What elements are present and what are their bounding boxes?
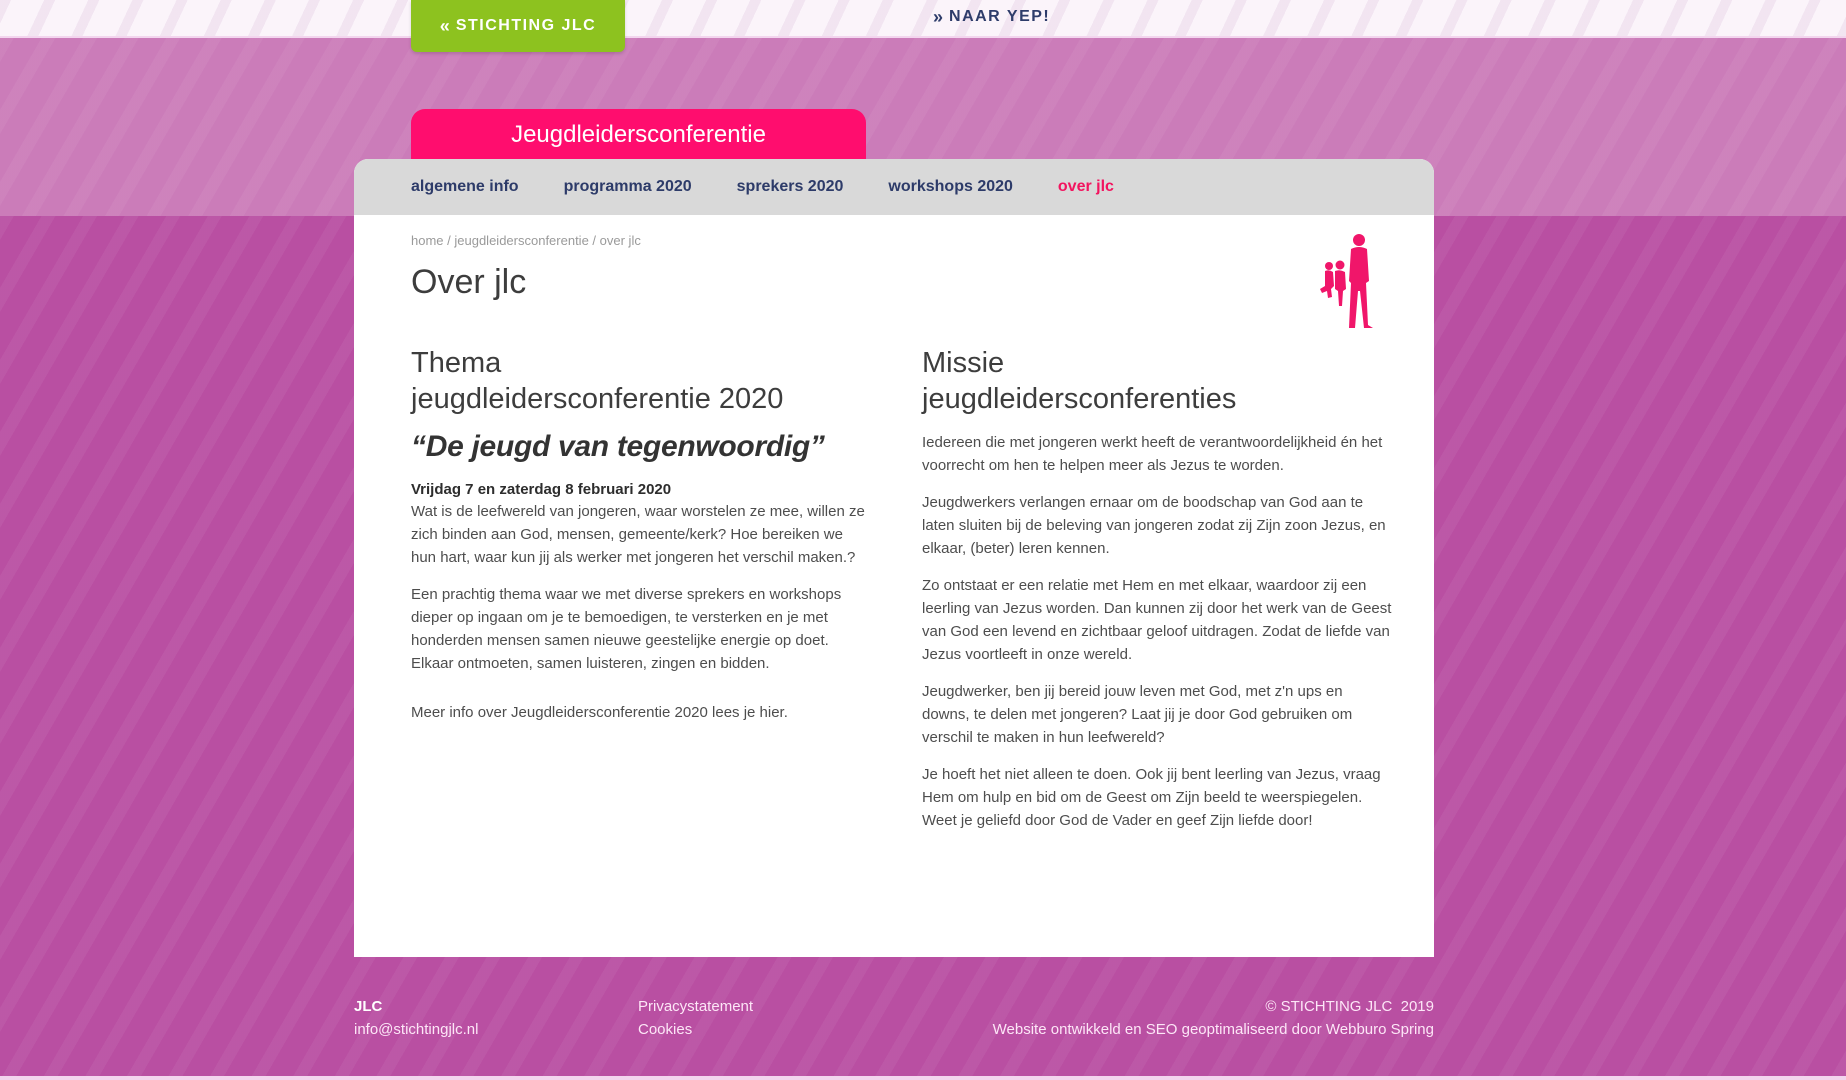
mission-paragraph: Jeugdwerkers verlangen ernaar om de boodschap van God aan te laten sluiten bij de beleving van jongeren zodat zij Zijn zoon Jezus, en elkaar, (beter) leren kennen. bbox=[922, 494, 1386, 557]
breadcrumb-jeugdleidersconferentie[interactable]: jeugdleidersconferentie bbox=[454, 233, 589, 248]
mission-title-line1: Missie bbox=[922, 347, 1005, 379]
mission-title-line2: jeugdleidersconferenties bbox=[922, 383, 1237, 415]
nav-item-programma-2020[interactable]: programma 2020 bbox=[563, 178, 692, 195]
mission-paragraph: Iedereen die met jongeren werkt heeft de verantwoordelijkheid én het voorrecht om hen te helpen meer als Jezus te worden. bbox=[922, 434, 1383, 474]
bottom-border bbox=[0, 1076, 1846, 1080]
footer-credit-link[interactable]: Website ontwikkeld en SEO geoptimaliseerd door Webburo Spring bbox=[992, 1021, 1434, 1038]
footer-privacy-link[interactable]: Privacystatement bbox=[638, 998, 754, 1015]
mission-paragraph: Je hoeft het niet alleen te doen. Ook jij bent leerling van Jezus, vraag Hem om hulp en bid om de Geest om Zijn beeld te weerspiegelen. Weet je geliefd door God de Vader en geef Zijn liefde door! bbox=[922, 766, 1381, 829]
theme-title bbox=[411, 345, 871, 417]
footer-copyright: © STICHTING JLC 2019 bbox=[1265, 998, 1434, 1015]
mission-paragraph: Jeugdwerker, ben jij bereid jouw leven met God, met z'n ups en downs, te delen met jongeren? Laat jij je door God gebruiken om verschil te maken in hun leefwereld? bbox=[922, 683, 1353, 746]
nav-item-over-jlc[interactable]: over jlc bbox=[1057, 178, 1114, 195]
breadcrumb bbox=[411, 233, 641, 248]
stichting-jlc-button[interactable] bbox=[411, 0, 625, 52]
event-date: Vrijdag 7 en zaterdag 8 februari 2020 bbox=[411, 481, 672, 498]
naar-yep-label: NAAR YEP! bbox=[949, 8, 1051, 25]
mission-title bbox=[922, 345, 1392, 417]
footer-brand: JLC bbox=[354, 998, 383, 1015]
content-card bbox=[354, 159, 1434, 957]
breadcrumb-home[interactable]: home bbox=[411, 233, 444, 248]
footer bbox=[354, 995, 1434, 1045]
double-chevron-left-icon: « bbox=[439, 15, 448, 36]
double-chevron-right-icon: » bbox=[933, 6, 942, 27]
naar-yep-link[interactable] bbox=[933, 6, 1050, 28]
main-nav bbox=[354, 159, 1434, 215]
mission-paragraph: Zo ontstaat er een relatie met Hem en met elkaar, waardoor zij een leerling van Jezus worden. Dan kunnen zij door het werk van de Geest van God een levend en zichtbaar geloof uitdragen. Zodat de liefde van Jezus voortleeft in onze wereld. bbox=[922, 577, 1392, 663]
theme-section bbox=[411, 345, 871, 738]
nav-item-algemene-info[interactable]: algemene info bbox=[411, 178, 519, 195]
breadcrumb-separator: / bbox=[588, 233, 600, 248]
stichting-jlc-label: STICHTING JLC bbox=[455, 17, 597, 34]
mission-section bbox=[922, 345, 1392, 846]
more-info-link[interactable]: Meer info over Jeugdleidersconferentie 2020 lees je hier. bbox=[411, 704, 788, 721]
site-tab-label: Jeugdleidersconferentie bbox=[511, 121, 766, 148]
people-silhouette-icon bbox=[1316, 231, 1382, 331]
theme-quote: “De jeugd van tegenwoordig” bbox=[411, 430, 825, 463]
nav-item-workshops-2020[interactable]: workshops 2020 bbox=[888, 178, 1013, 195]
breadcrumb-separator: / bbox=[443, 233, 455, 248]
footer-cookies-link[interactable]: Cookies bbox=[638, 1021, 693, 1038]
footer-email-link[interactable]: info@stichtingjlc.nl bbox=[354, 1021, 479, 1038]
footer-contact bbox=[354, 995, 478, 1041]
page-title: Over jlc bbox=[411, 263, 527, 301]
theme-paragraph: Een prachtig thema waar we met diverse sprekers en workshops dieper op ingaan om je te bemoedigen, te versterken en je met honderden mensen samen nieuwe geestelijke energie op doet. Elkaar ontmoeten, samen luisteren, zingen en bidden. bbox=[411, 586, 842, 672]
theme-title-line2: jeugdleidersconferentie 2020 bbox=[411, 383, 784, 415]
breadcrumb-current: over jlc bbox=[599, 233, 641, 248]
theme-title-line1: Thema bbox=[411, 347, 502, 379]
nav-item-sprekers-2020[interactable]: sprekers 2020 bbox=[736, 178, 844, 195]
footer-credits bbox=[993, 995, 1434, 1041]
footer-links bbox=[638, 995, 753, 1041]
top-bar bbox=[0, 0, 1846, 38]
theme-paragraph: Wat is de leefwereld van jongeren, waar worstelen ze mee, willen ze zich binden aan God, mensen, gemeente/kerk? Hoe bereiken we hun hart, waar kun jij als werker met jongeren het verschil maken.? bbox=[411, 503, 865, 566]
